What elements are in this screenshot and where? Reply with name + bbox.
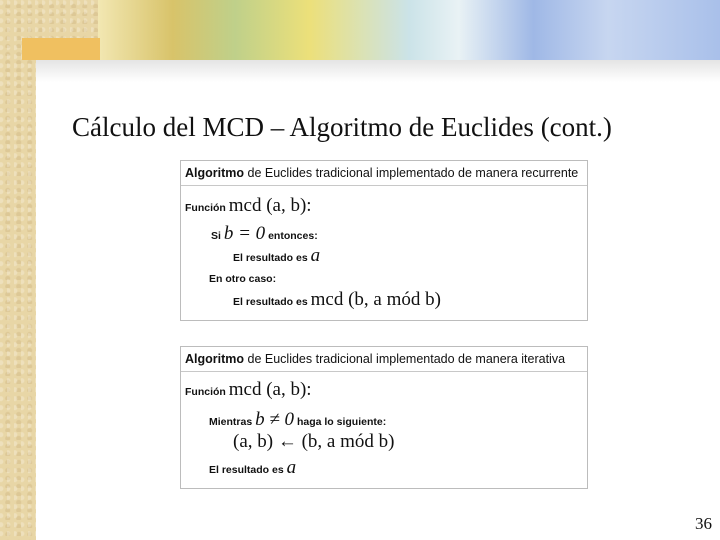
assign-line <box>233 431 394 453</box>
flower-banner-image <box>98 0 720 60</box>
result2-line <box>233 289 441 311</box>
banner-accent-strip <box>22 38 100 60</box>
while-expr: b ≠ 0 <box>255 409 295 430</box>
do-label: haga lo siguiente: <box>296 416 387 428</box>
result-expr: a <box>310 245 321 266</box>
while-line <box>209 409 386 431</box>
function-label: Función <box>185 386 226 398</box>
result-expr: a <box>286 457 297 478</box>
else-line <box>209 273 276 285</box>
header-text: de Euclides tradicional implementado de manera recurrente <box>244 166 579 180</box>
if-expr: b = 0 <box>223 223 266 244</box>
header-bold: Algoritmo <box>185 166 245 180</box>
slide-top-shadow <box>36 60 720 82</box>
then-label: entonces: <box>268 230 318 242</box>
result2-expr: mcd (b, a mód b) <box>310 289 441 310</box>
box-header <box>181 161 587 186</box>
result-label: El resultado es <box>233 252 308 264</box>
function-expr: mcd (a, b): <box>228 195 312 216</box>
function-line <box>185 379 312 401</box>
header-bold: Algoritmo <box>185 352 245 366</box>
result-line <box>209 457 296 479</box>
result2-label: El resultado es <box>233 296 308 308</box>
if-label: Si <box>211 230 221 242</box>
box-header <box>181 347 587 372</box>
result-label: El resultado es <box>209 464 284 476</box>
assign-expr: (a, b) ← (b, a mód b) <box>233 431 395 452</box>
function-expr: mcd (a, b): <box>228 379 312 400</box>
if-line <box>211 223 318 245</box>
iterative-algorithm-box <box>180 346 588 489</box>
while-label: Mientras <box>209 416 253 428</box>
slide-title: Cálculo del MCD – Algoritmo de Euclides (cont.) <box>72 112 612 142</box>
recursive-algorithm-box <box>180 160 588 321</box>
else-label: En otro caso: <box>209 273 277 285</box>
header-text: de Euclides tradicional implementado de manera iterativa <box>244 352 566 366</box>
function-line <box>185 195 312 217</box>
function-label: Función <box>185 202 226 214</box>
page-number: 36 <box>695 514 712 533</box>
result-line <box>233 245 320 267</box>
